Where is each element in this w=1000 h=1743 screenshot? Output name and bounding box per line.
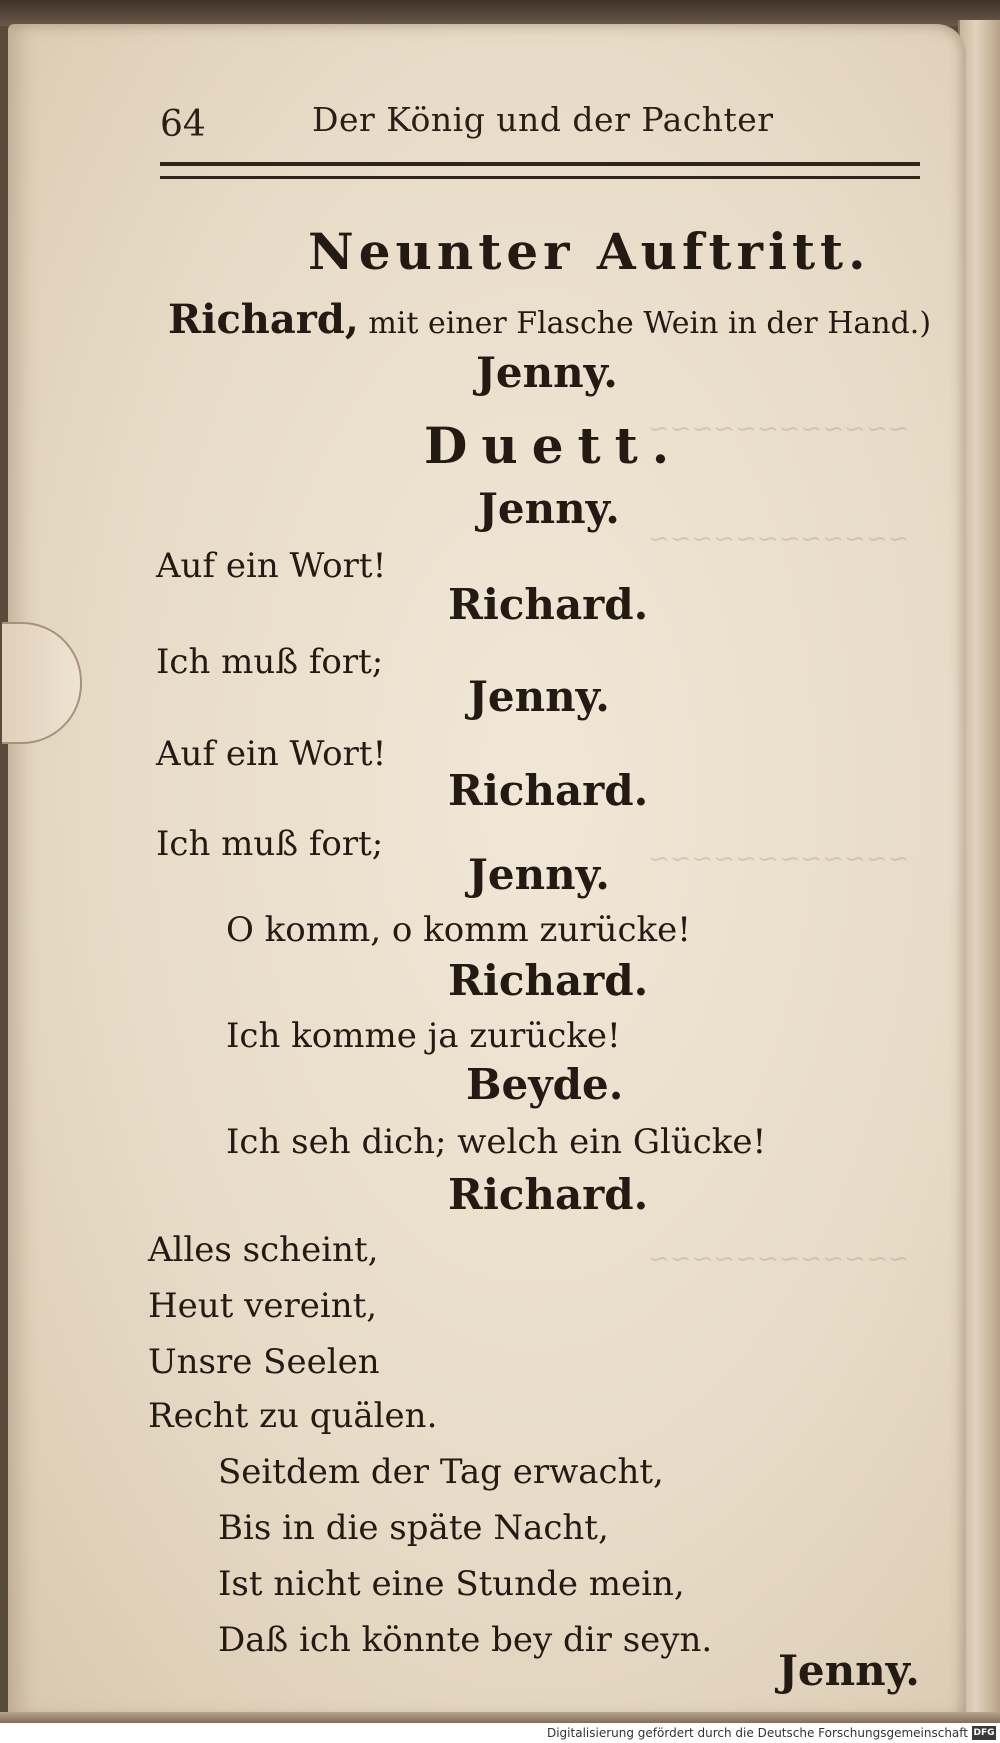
- scene-title: Neunter Auftritt.: [308, 222, 871, 281]
- cast-name: Richard,: [168, 296, 359, 343]
- verse-line: Unsre Seelen: [148, 1342, 380, 1382]
- cast-line: [168, 296, 931, 343]
- header-rule: [160, 162, 920, 179]
- speaker-label: Richard.: [448, 956, 649, 1005]
- footer-bar: [0, 1723, 1000, 1743]
- stage-direction: mit einer Flasche Wein in der Hand.): [368, 306, 932, 341]
- show-through: ~~~~~~~~~~~~: [648, 414, 910, 444]
- speaker-label: Beyde.: [466, 1060, 624, 1109]
- running-title: Der König und der Pachter: [312, 100, 774, 139]
- show-through: ~~~~~~~~~~~~: [648, 844, 910, 874]
- speaker-label: Jenny.: [478, 484, 620, 533]
- verse-line: Seitdem der Tag erwacht,: [218, 1452, 664, 1492]
- catchword: Jenny.: [778, 1646, 920, 1695]
- verse-line: Bis in die späte Nacht,: [218, 1508, 609, 1548]
- footer-credit: Digitalisierung gefördert durch die Deutsche Forschungsgemeinschaft: [546, 1726, 968, 1740]
- page-number: 64: [160, 104, 206, 145]
- book-page: [8, 24, 966, 1719]
- verse-line: Auf ein Wort!: [156, 546, 387, 586]
- verse-line: O komm, o komm zurücke!: [226, 910, 691, 950]
- speaker-label: Richard.: [448, 1170, 649, 1219]
- show-through: ~~~~~~~~~~~~: [648, 524, 910, 554]
- verse-line: Ich seh dich; welch ein Glücke!: [226, 1122, 767, 1162]
- speaker-label: Richard.: [448, 580, 649, 629]
- duet-title: Duett.: [424, 416, 684, 475]
- verse-line: Alles scheint,: [148, 1230, 379, 1270]
- scan-background-top: [0, 0, 1000, 26]
- verse-line: Ist nicht eine Stunde mein,: [218, 1564, 685, 1604]
- cast-second: Jenny.: [476, 348, 618, 397]
- speaker-label: Richard.: [448, 766, 649, 815]
- dfg-logo-icon: DFG: [973, 1728, 995, 1738]
- verse-line: Recht zu quälen.: [148, 1396, 438, 1436]
- verse-line: Auf ein Wort!: [156, 734, 387, 774]
- speaker-label: Jenny.: [468, 850, 610, 899]
- verse-line: Ich muß fort;: [156, 824, 384, 864]
- verse-line: Ich muß fort;: [156, 642, 384, 682]
- verse-line: Ich komme ja zurücke!: [226, 1016, 621, 1056]
- show-through: ~~~~~~~~~~~~: [648, 1244, 910, 1274]
- page-header: [160, 100, 920, 148]
- page-tab: [2, 622, 82, 744]
- verse-line: Heut vereint,: [148, 1286, 378, 1326]
- speaker-label: Jenny.: [468, 672, 610, 721]
- verse-line: Daß ich könnte bey dir seyn.: [218, 1620, 713, 1660]
